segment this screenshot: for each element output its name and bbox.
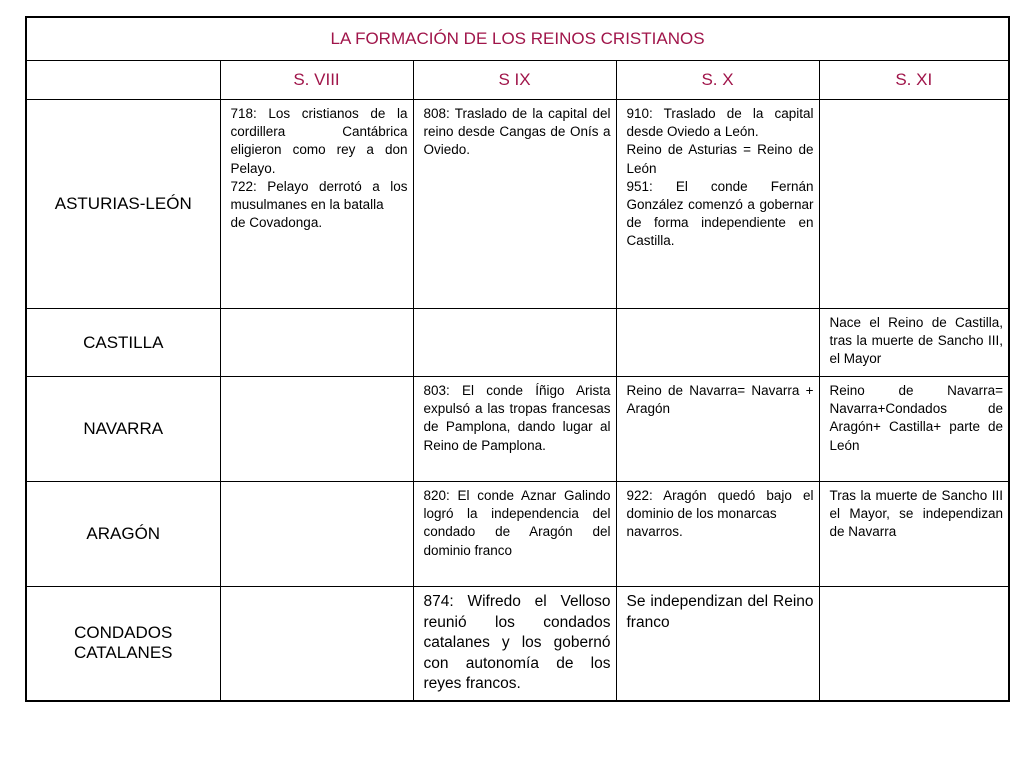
table-cell <box>819 482 1009 587</box>
century-header: S IX <box>413 61 616 100</box>
cell-paragraph: 808: Traslado de la capital del reino desde Cangas de Onís a Oviedo. <box>423 106 611 158</box>
region-label: CONDADOS CATALANES <box>26 587 220 701</box>
cell-paragraph: navarros. <box>626 524 683 540</box>
region-label: ARAGÓN <box>26 482 220 587</box>
table-cell <box>413 587 616 701</box>
table-cell <box>819 587 1009 701</box>
table-cell <box>220 100 413 309</box>
table-cell <box>819 100 1009 309</box>
table-cell <box>819 309 1009 377</box>
table-cell <box>220 309 413 377</box>
table-cell <box>616 587 819 701</box>
table-row <box>26 377 1009 482</box>
cell-paragraph: 820: El conde Aznar Galindo logró la independencia del condado de Aragón del dominio franco <box>423 488 611 558</box>
cell-paragraph: Nace el Reino de Castilla, tras la muerte de Sancho III, el Mayor <box>829 315 1004 367</box>
table-cell <box>220 377 413 482</box>
cell-paragraph: 922: Aragón quedó bajo el dominio de los monarcas <box>626 488 814 522</box>
table-cell <box>616 100 819 309</box>
cell-paragraph: Reino de Asturias = Reino de León <box>626 142 814 176</box>
table-cell <box>413 309 616 377</box>
table-cell <box>819 377 1009 482</box>
cell-paragraph: 874: Wifredo el Velloso reunió los condados catalanes y los gobernó con autonomía de los reyes francos. <box>423 593 611 692</box>
table-cell <box>220 482 413 587</box>
cell-paragraph: de Covadonga. <box>230 215 323 231</box>
table-row <box>26 309 1009 377</box>
header-corner <box>26 61 220 100</box>
table-cell <box>413 377 616 482</box>
table-row <box>26 482 1009 587</box>
table-row <box>26 100 1009 309</box>
cell-paragraph: 722: Pelayo derrotó a los musulmanes en la batalla <box>230 178 408 213</box>
cell-paragraph: Tras la muerte de Sancho III el Mayor, se independizan de Navarra <box>829 488 1004 540</box>
table-title: LA FORMACIÓN DE LOS REINOS CRISTIANOS <box>26 17 1009 61</box>
cell-paragraph: 910: Traslado de la capital desde Oviedo a León. <box>626 106 814 140</box>
century-header: S. VIII <box>220 61 413 100</box>
region-label: NAVARRA <box>26 377 220 482</box>
table-cell <box>616 377 819 482</box>
kingdoms-table <box>25 16 1010 702</box>
table-cell <box>616 309 819 377</box>
cell-paragraph: 951: El conde Fernán González comenzó a gobernar de forma independiente en Castilla. <box>626 178 814 249</box>
cell-paragraph: Reino de Navarra= Navarra+Condados de Aragón+ Castilla+ parte de León <box>829 383 1004 453</box>
region-label: CASTILLA <box>26 309 220 377</box>
cell-paragraph: 803: El conde Íñigo Arista expulsó a las tropas francesas de Pamplona, dando lugar al Reino de Pamplona. <box>423 383 611 453</box>
table-cell <box>413 482 616 587</box>
cell-paragraph: 718: Los cristianos de la cordillera Cantábrica eligieron como rey a don Pelayo. <box>230 106 408 176</box>
table-cell <box>413 100 616 309</box>
table-row <box>26 587 1009 701</box>
header-row <box>26 61 1009 100</box>
century-header: S. XI <box>819 61 1009 100</box>
cell-paragraph: Reino de Navarra= Navarra + Aragón <box>626 383 814 417</box>
century-header: S. X <box>616 61 819 100</box>
cell-paragraph: Se independizan del Reino franco <box>626 593 814 631</box>
table-cell <box>616 482 819 587</box>
table-cell <box>220 587 413 701</box>
title-row <box>26 17 1009 61</box>
region-label: ASTURIAS-LEÓN <box>26 100 220 309</box>
